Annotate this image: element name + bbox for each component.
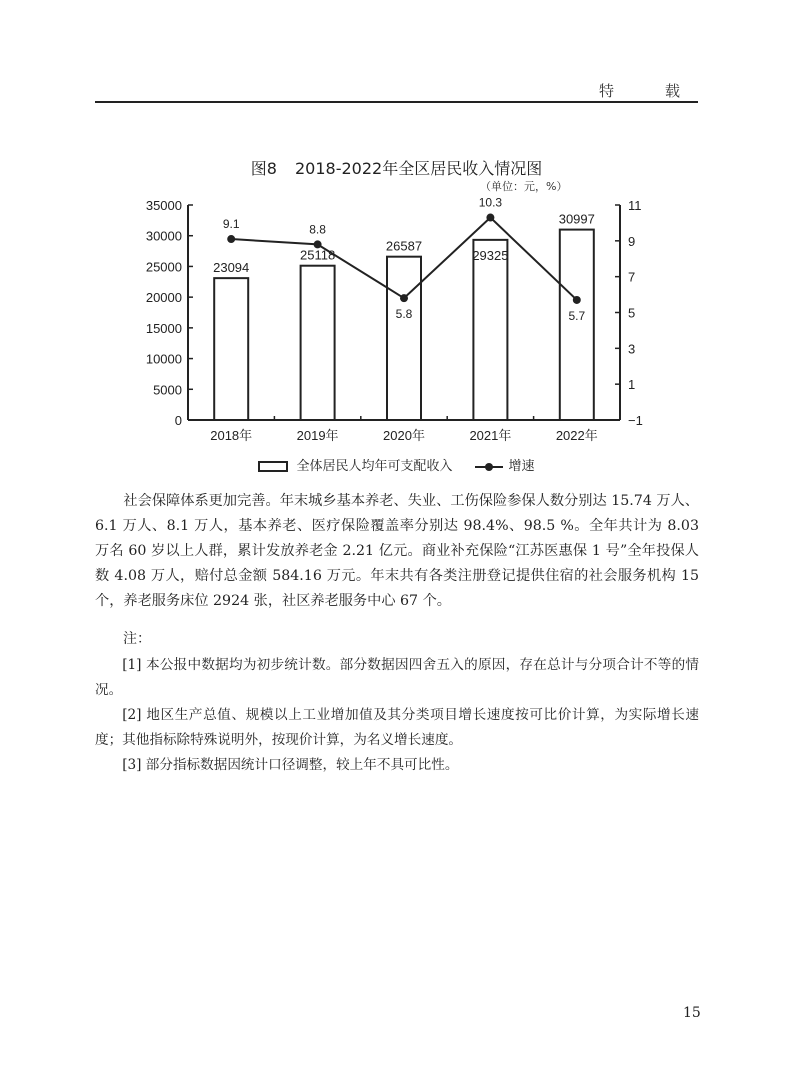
left-axis-tick-label: 30000 bbox=[145, 228, 182, 244]
left-axis-tick-label: 15000 bbox=[145, 320, 182, 336]
x-axis-tick-label: 2022年 bbox=[555, 428, 598, 443]
bar-value-label: 30997 bbox=[558, 211, 595, 227]
page-number: 15 bbox=[683, 1005, 701, 1021]
income-bar bbox=[387, 257, 421, 420]
right-axis-tick-label: 1 bbox=[628, 377, 636, 393]
left-axis-tick-label: 35000 bbox=[145, 198, 182, 213]
income-bar bbox=[301, 266, 335, 420]
bar-value-label: 26587 bbox=[385, 238, 423, 254]
left-axis-tick-label: 25000 bbox=[145, 259, 182, 275]
right-axis-tick-label: 7 bbox=[628, 269, 636, 285]
right-axis-tick-label: 5 bbox=[628, 305, 636, 321]
figure-number: 图8 bbox=[250, 159, 277, 178]
growth-point bbox=[486, 214, 494, 222]
legend-line-label: 增速 bbox=[508, 459, 535, 474]
growth-value-label: 9.1 bbox=[222, 217, 240, 232]
right-axis-tick-label: 3 bbox=[628, 341, 636, 357]
x-axis-tick-label: 2019年 bbox=[296, 428, 339, 443]
growth-value-label: 5.8 bbox=[395, 307, 413, 322]
right-axis-tick-label: 11 bbox=[628, 198, 642, 213]
x-axis-tick-label: 2018年 bbox=[210, 428, 253, 443]
note-label: 注： bbox=[123, 631, 151, 647]
notes-list bbox=[95, 653, 699, 778]
income-bar bbox=[473, 240, 507, 420]
right-axis-tick-label: −1 bbox=[628, 413, 643, 428]
left-axis-tick-label: 5000 bbox=[153, 382, 182, 398]
x-axis-tick-label: 2021年 bbox=[469, 428, 512, 443]
left-axis-tick-label: 20000 bbox=[145, 290, 182, 306]
growth-value-label: 8.8 bbox=[309, 222, 326, 237]
right-axis-tick-label: 9 bbox=[628, 233, 636, 249]
body-paragraph: 社会保障体系更加完善。年末城乡基本养老、失业、工伤保险参保人数分别达 15.74 万人、6.1 万人、8.1 万人，基本养老、医疗保险覆盖率分别达 98.4%、98.5 %。全年共计为 8.03 万名 60 岁以上人群，累计发放养老金 2.21 亿元。商业补充保险“江苏医惠保 1 号”全年投保人数 4.08 万人，赔付总金额 584.16 万元。年末共有各类注册登记提供住宿的社会服务机构 15 个，养老服务床位 2924 张，社区养老服务中心 67 个。 bbox=[95, 493, 699, 609]
bar-value-label: 29325 bbox=[472, 247, 509, 263]
section-title: 特 载 bbox=[598, 82, 698, 100]
growth-point bbox=[573, 296, 581, 304]
chart-title-text: 2018-2022年全区居民收入情况图 bbox=[294, 159, 543, 178]
income-chart bbox=[0, 0, 793, 450]
income-bar bbox=[214, 278, 248, 420]
bar-value-label: 23094 bbox=[213, 260, 250, 276]
legend-bar-swatch bbox=[258, 461, 288, 472]
legend-line-swatch bbox=[475, 466, 503, 468]
left-axis-tick-label: 0 bbox=[174, 413, 182, 428]
growth-value-label: 10.3 bbox=[478, 195, 503, 210]
bar-value-label: 25118 bbox=[300, 247, 336, 263]
note-item: [3] 部分指标数据因统计口径调整，较上年不具可比性。 bbox=[122, 757, 459, 773]
note-item: [1] 本公报中数据均为初步统计数。部分数据因四舍五入的原因，存在总计与分项合计不等的情况。 bbox=[95, 657, 699, 698]
chart-legend bbox=[0, 455, 793, 474]
income-bar bbox=[560, 230, 594, 420]
left-axis-tick-label: 10000 bbox=[145, 351, 182, 367]
growth-point bbox=[227, 235, 235, 243]
growth-point bbox=[400, 294, 408, 302]
note-item: [2] 地区生产总值、规模以上工业增加值及其分类项目增长速度按可比价计算，为实际增长速度；其他指标除特殊说明外，按现价计算，为名义增长速度。 bbox=[95, 707, 699, 748]
growth-value-label: 5.7 bbox=[568, 308, 586, 323]
body-paragraph-block bbox=[95, 489, 699, 614]
chart-unit-note: （单位：元，%） bbox=[480, 180, 568, 193]
legend-bar-label: 全体居民人均年可支配收入 bbox=[296, 459, 453, 474]
x-axis-tick-label: 2020年 bbox=[383, 428, 425, 443]
